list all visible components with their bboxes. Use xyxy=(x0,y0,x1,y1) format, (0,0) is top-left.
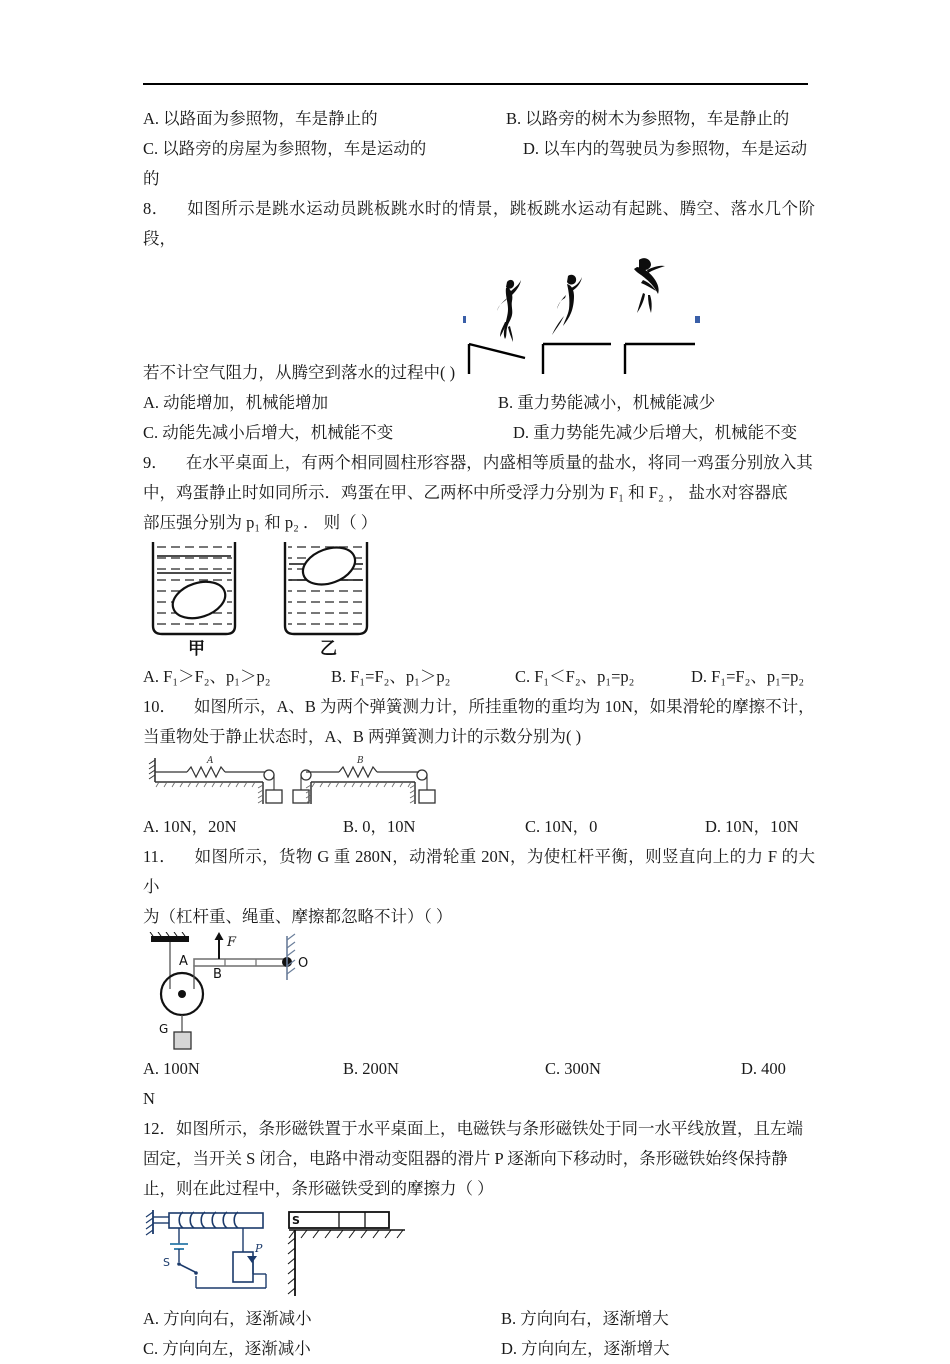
force-arrow-head xyxy=(215,932,224,940)
q12-stem-text-1: 如图所示，条形磁铁置于水平桌面上，电磁铁与条形磁铁处于同一水平线放置，且左端 xyxy=(176,1119,803,1138)
label-b: B xyxy=(213,967,222,982)
q8-options-row-2 xyxy=(143,418,815,448)
q9-option-a: A. F₁＞F₂、p₁＞p₂ xyxy=(143,667,271,686)
two-beakers-svg xyxy=(143,542,403,660)
q12-option-d: D. 方向向左，逐渐增大 xyxy=(501,1339,670,1358)
table-leg-hatch xyxy=(288,1238,295,1294)
q11-option-d-wrap: N xyxy=(143,1089,155,1108)
switch-blade xyxy=(179,1264,195,1272)
q7-options-row-2 xyxy=(143,134,815,164)
anchor-marker-left xyxy=(463,316,466,323)
header-rule xyxy=(143,83,808,85)
q12-number: 12． xyxy=(143,1119,176,1138)
weight-b-left xyxy=(293,790,309,803)
lever-divisions xyxy=(225,959,256,966)
q9-figure xyxy=(143,542,815,660)
battery-symbol xyxy=(170,1244,188,1249)
label-magnet-pole-s: S xyxy=(292,1214,300,1227)
pulley-a xyxy=(264,770,274,780)
spring-scale-label-b: B xyxy=(357,756,364,766)
label-slider-p: P xyxy=(255,1242,263,1255)
q8-option-d: D. 重力势能先减少后增大，机械能不变 xyxy=(513,423,798,442)
q11-option-c: C. 300N xyxy=(545,1059,601,1078)
springboards xyxy=(469,344,695,374)
q10-number: 10． xyxy=(143,697,176,716)
q9-number: 9． xyxy=(143,453,168,472)
q12-options-row-1 xyxy=(143,1304,815,1334)
q11-figure xyxy=(143,932,815,1054)
q11-number: 11． xyxy=(143,847,177,866)
beaker-right-label: 乙 xyxy=(320,639,337,659)
beaker-left xyxy=(153,542,235,634)
spring-scales-svg xyxy=(143,752,443,812)
q9-options-row xyxy=(143,662,815,692)
q11-stem-text-1: 如图所示，货物 G 重 280N，动滑轮重 20N，为使杠杆平衡，则竖直向上的力 F 的大小 xyxy=(143,847,815,896)
q11-option-a: A. 100N xyxy=(143,1059,200,1078)
pulley-axle xyxy=(178,990,186,998)
q9-option-d: D. F₁=F₂、p₁=p₂ xyxy=(691,667,805,686)
q7-options-row-1 xyxy=(143,104,815,134)
wall-hatch-left xyxy=(149,760,155,779)
q7-option-b: B. 以路旁的树木为参照物，车是静止的 xyxy=(506,109,790,128)
fulcrum-wall-hatch xyxy=(287,934,295,974)
diver-figure-2 xyxy=(552,275,582,335)
weight-b-right xyxy=(419,790,435,803)
q12-figure xyxy=(143,1208,815,1304)
q7-option-d: D. 以车内的驾驶员为参照物，车是运动 xyxy=(523,139,808,158)
q10-option-c: C. 10N，0 xyxy=(525,817,598,836)
pulley-b-right xyxy=(417,770,427,780)
fixed-wall-hatch xyxy=(146,1212,153,1235)
q10-option-d: D. 10N，10N xyxy=(705,817,799,836)
label-g: G xyxy=(159,1022,169,1036)
iron-core xyxy=(169,1213,263,1228)
q12-option-b: B. 方向向右，逐渐增大 xyxy=(501,1309,669,1328)
q9-stem-line1 xyxy=(143,448,815,478)
springboard-diving-diagram xyxy=(463,254,703,379)
beaker-left-label: 甲 xyxy=(188,639,205,659)
q10-stem-line1 xyxy=(143,692,815,722)
diver-figure-1 xyxy=(497,280,521,342)
q8-stem-line1 xyxy=(143,194,815,254)
q8-stem-text-1: 如图所示是跳水运动员跳板跳水时的情景，跳板跳水运动有起跳、腾空、落水几个阶段， xyxy=(143,199,816,248)
table-surface-hatch xyxy=(289,1230,403,1238)
label-f: F xyxy=(227,935,237,950)
q9-stem-text-1: 在水平桌面上，有两个相同圆柱形容器，内盛相等质量的盐水，将同一鸡蛋分别放入其 xyxy=(185,453,813,472)
diver-figure-3 xyxy=(634,258,665,313)
q8-figure xyxy=(143,254,815,372)
q11-option-b: B. 200N xyxy=(343,1059,399,1078)
q12-options-row-2 xyxy=(143,1334,815,1364)
q8-option-c: C. 动能先减小后增大，机械能不变 xyxy=(143,423,394,442)
q8-options-row-1 xyxy=(143,388,815,418)
label-switch-s: S xyxy=(163,1256,170,1269)
q12-stem-line2: 固定，当开关 S 闭合，电路中滑动变阻器的滑片 P 逐渐向下移动时，条形磁铁始终保持静 xyxy=(143,1149,788,1168)
q9-stem-line3: 部压强分别为 p₁ 和 p₂ ． 则（ ） xyxy=(143,513,378,532)
electromagnet-circuit-svg xyxy=(143,1208,413,1304)
q12-stem-line1 xyxy=(143,1114,815,1144)
q8-number: 8． xyxy=(143,199,169,218)
ceiling-hatch xyxy=(150,932,185,936)
spring-coil-b xyxy=(339,767,377,777)
lever-bar xyxy=(194,959,287,966)
q7-option-c: C. 以路旁的房屋为参照物，车是运动的 xyxy=(143,139,427,158)
q7-option-d-wrap: 的 xyxy=(143,169,160,188)
switch-contact xyxy=(194,1271,198,1275)
q12-stem-line3: 止，则在此过程中，条形磁铁受到的摩擦力（ ） xyxy=(143,1179,494,1198)
weight-a xyxy=(266,790,282,803)
beaker-right xyxy=(285,542,367,634)
q10-stem-text-1: 如图所示，A、B 为两个弹簧测力计，所挂重物的重均为 10N，如果滑轮的摩擦不计， xyxy=(194,697,815,716)
load-block xyxy=(174,1032,191,1049)
q10-option-b: B. 0，10N xyxy=(343,817,416,836)
q8-option-b: B. 重力势能减小，机械能减少 xyxy=(498,393,716,412)
q11-options-row xyxy=(143,1054,815,1084)
q10-option-a: A. 10N，20N xyxy=(143,817,237,836)
q8-option-a: A. 动能增加，机械能增加 xyxy=(143,393,329,412)
q7-option-a: A. 以路面为参照物，车是静止的 xyxy=(143,109,378,128)
spring-coil-a xyxy=(187,767,225,777)
q11-stem-line1 xyxy=(143,842,815,902)
q12-option-c: C. 方向向左，逐渐减小 xyxy=(143,1339,311,1358)
q11-stem-line2: 为（杠杆重、绳重、摩擦都忽略不计）（ ） xyxy=(143,907,453,926)
q10-figure xyxy=(143,752,815,812)
page-content xyxy=(143,104,815,1364)
anchor-marker-right xyxy=(695,316,700,323)
q9-stem-line2: 中，鸡蛋静止时如同所示．鸡蛋在甲、乙两杯中所受浮力分别为 F₁ 和 F₂ ， 盐水对容器底 xyxy=(143,483,788,502)
q9-option-c: C. F₁＜F₂、p₁=p₂ xyxy=(515,667,635,686)
diving-stages-svg xyxy=(463,254,703,374)
setup-a xyxy=(149,756,282,804)
label-a: A xyxy=(179,954,188,969)
q9-option-b: B. F₁=F₂、p₁＞p₂ xyxy=(331,667,451,686)
q11-option-d: D. 400 xyxy=(741,1059,786,1078)
setup-b xyxy=(293,756,435,804)
ceiling-bracket xyxy=(151,936,189,942)
q10-stem-line2: 当重物处于静止状态时，A、B 两弹簧测力计的示数分别为( ) xyxy=(143,727,582,746)
q10-options-row xyxy=(143,812,815,842)
q8-stem-line2: 若不计空气阻力，从腾空到落水的过程中( ) xyxy=(143,363,456,382)
label-o: O xyxy=(298,956,309,971)
lever-pulley-svg xyxy=(143,932,343,1054)
q12-option-a: A. 方向向右，逐渐减小 xyxy=(143,1309,312,1328)
spring-scale-label-a: A xyxy=(207,756,214,766)
